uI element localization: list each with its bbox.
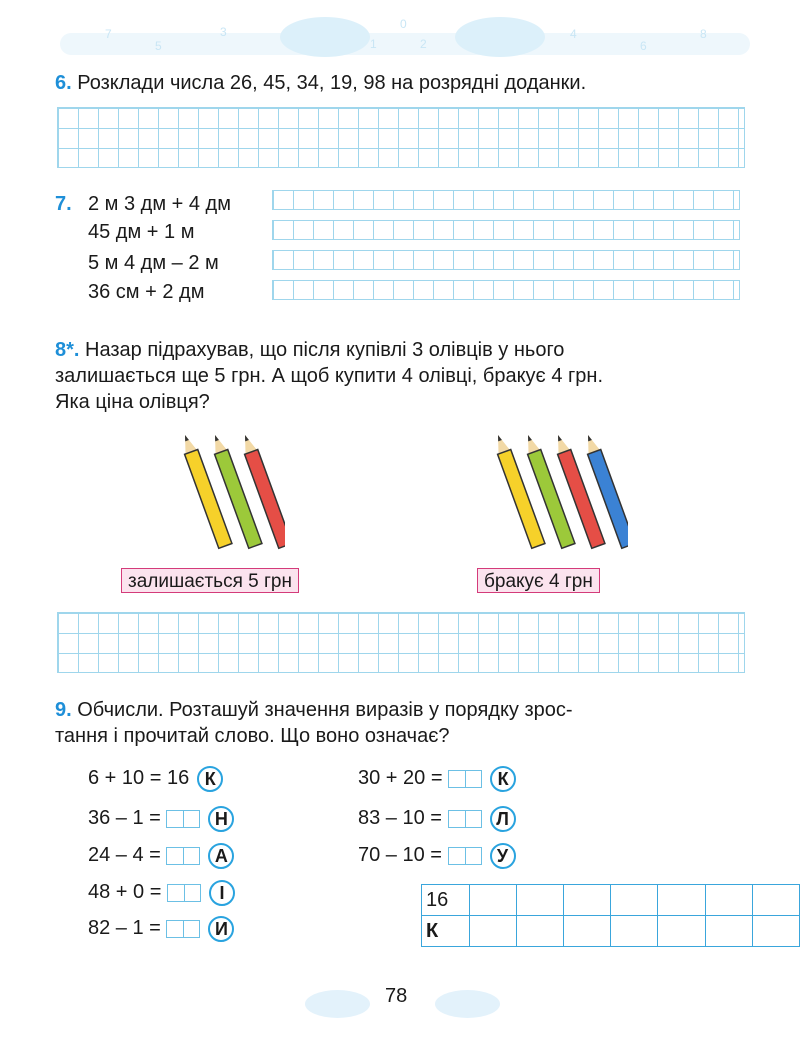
word-order-table: [421, 884, 800, 947]
expression-row: [88, 840, 234, 870]
task-8-answer-grid[interactable]: [57, 612, 745, 673]
table-cell: 16: [422, 885, 470, 916]
task-9-line: тання і прочитай слово. Що воно означає?: [55, 725, 450, 747]
page-number: 78: [385, 985, 408, 1007]
header-digit: 1: [370, 37, 377, 51]
letter-circle: І: [209, 880, 235, 906]
expression-text: 83 – 10 =: [358, 807, 442, 829]
task-7-item: 36 см + 2 дм: [88, 281, 205, 303]
table-cell[interactable]: [564, 885, 611, 916]
task-7-item: 5 м 4 дм – 2 м: [88, 252, 219, 274]
expression-text: 48 + 0 =: [88, 881, 162, 903]
header-digit: 5: [155, 39, 162, 53]
header-digit: 8: [700, 27, 707, 41]
table-cell[interactable]: [516, 885, 563, 916]
letter-circle: У: [490, 843, 516, 869]
header-digit: 7: [105, 27, 112, 41]
table-cell[interactable]: [705, 916, 752, 947]
expression-row: [88, 913, 234, 943]
task-9-line: Обчисли. Розташуй значення виразів у порядку зрос-: [77, 699, 573, 721]
table-cell[interactable]: [611, 885, 658, 916]
expression-text: 82 – 1 =: [88, 917, 161, 939]
header-digit: 4: [570, 27, 577, 41]
expression-text: 30 + 20 =: [358, 767, 443, 789]
expression-text: 6 + 10 = 16: [88, 767, 190, 789]
task-8-number: 8*.: [55, 339, 80, 361]
answer-box[interactable]: [448, 770, 482, 788]
task-7-item: 45 дм + 1 м: [88, 221, 195, 243]
letter-circle: К: [490, 766, 516, 792]
letter-circle: И: [208, 916, 234, 942]
letter-circle: А: [208, 843, 234, 869]
task-9-statement: [55, 697, 745, 749]
task-7-number: 7.: [55, 193, 72, 215]
table-row-values: [422, 885, 800, 916]
label-remaining: залишається 5 грн: [121, 568, 299, 593]
task-7-number-wrap: [55, 191, 72, 217]
expression-text: 24 – 4 =: [88, 844, 161, 866]
table-cell[interactable]: [469, 916, 516, 947]
task-7-answer-strip[interactable]: [272, 280, 740, 300]
table-cell[interactable]: [705, 885, 752, 916]
table-row-letters: [422, 916, 800, 947]
header-digit: 2: [420, 37, 427, 51]
letter-circle: Л: [490, 806, 516, 832]
letter-circle: Н: [208, 806, 234, 832]
table-cell[interactable]: [611, 916, 658, 947]
header-digit: 3: [220, 25, 227, 39]
task-6-number: 6.: [55, 72, 72, 94]
three-pencils-illustration: [165, 425, 285, 555]
task-8-line: залишається ще 5 грн. А щоб купити 4 олівці, бракує 4 грн.: [55, 365, 604, 387]
expression-row: [358, 763, 516, 793]
answer-box[interactable]: [167, 884, 201, 902]
table-cell[interactable]: [658, 885, 705, 916]
task-9-number: 9.: [55, 699, 72, 721]
answer-box[interactable]: [448, 810, 482, 828]
table-cell[interactable]: [516, 916, 563, 947]
header-digit: 6: [640, 39, 647, 53]
answer-box[interactable]: [448, 847, 482, 865]
task-7-answer-strip[interactable]: [272, 190, 740, 210]
expression-row: [358, 803, 516, 833]
table-cell[interactable]: [658, 916, 705, 947]
expression-row: [88, 763, 223, 793]
table-cell[interactable]: [564, 916, 611, 947]
expression-text: 36 – 1 =: [88, 807, 161, 829]
letter-circle: К: [197, 766, 223, 792]
expression-row: [358, 840, 516, 870]
expression-row: [88, 877, 235, 907]
task-6-answer-grid[interactable]: [57, 107, 745, 168]
task-7-item: 2 м 3 дм + 4 дм: [88, 193, 231, 215]
task-8-statement: [55, 337, 745, 415]
task-6-text: Розклади числа 26, 45, 34, 19, 98 на розрядні доданки.: [77, 72, 587, 94]
task-8-line: Назар підрахував, що після купівлі 3 олівців у нього: [85, 339, 565, 361]
four-pencils-illustration: [478, 425, 628, 555]
expression-row: [88, 803, 234, 833]
expression-text: 70 – 10 =: [358, 844, 442, 866]
header-digit: 0: [400, 17, 407, 31]
table-cell[interactable]: [752, 885, 799, 916]
task-7-answer-strip[interactable]: [272, 220, 740, 240]
header-decoration: [60, 15, 750, 60]
table-cell[interactable]: [469, 885, 516, 916]
task-6-statement: [55, 70, 586, 96]
answer-box[interactable]: [166, 847, 200, 865]
table-cell[interactable]: [752, 916, 799, 947]
task-7-answer-strip[interactable]: [272, 250, 740, 270]
answer-box[interactable]: [166, 810, 200, 828]
table-cell: К: [422, 916, 470, 947]
label-shortage: бракує 4 грн: [477, 568, 600, 593]
answer-box[interactable]: [166, 920, 200, 938]
task-8-line: Яка ціна олівця?: [55, 391, 210, 413]
